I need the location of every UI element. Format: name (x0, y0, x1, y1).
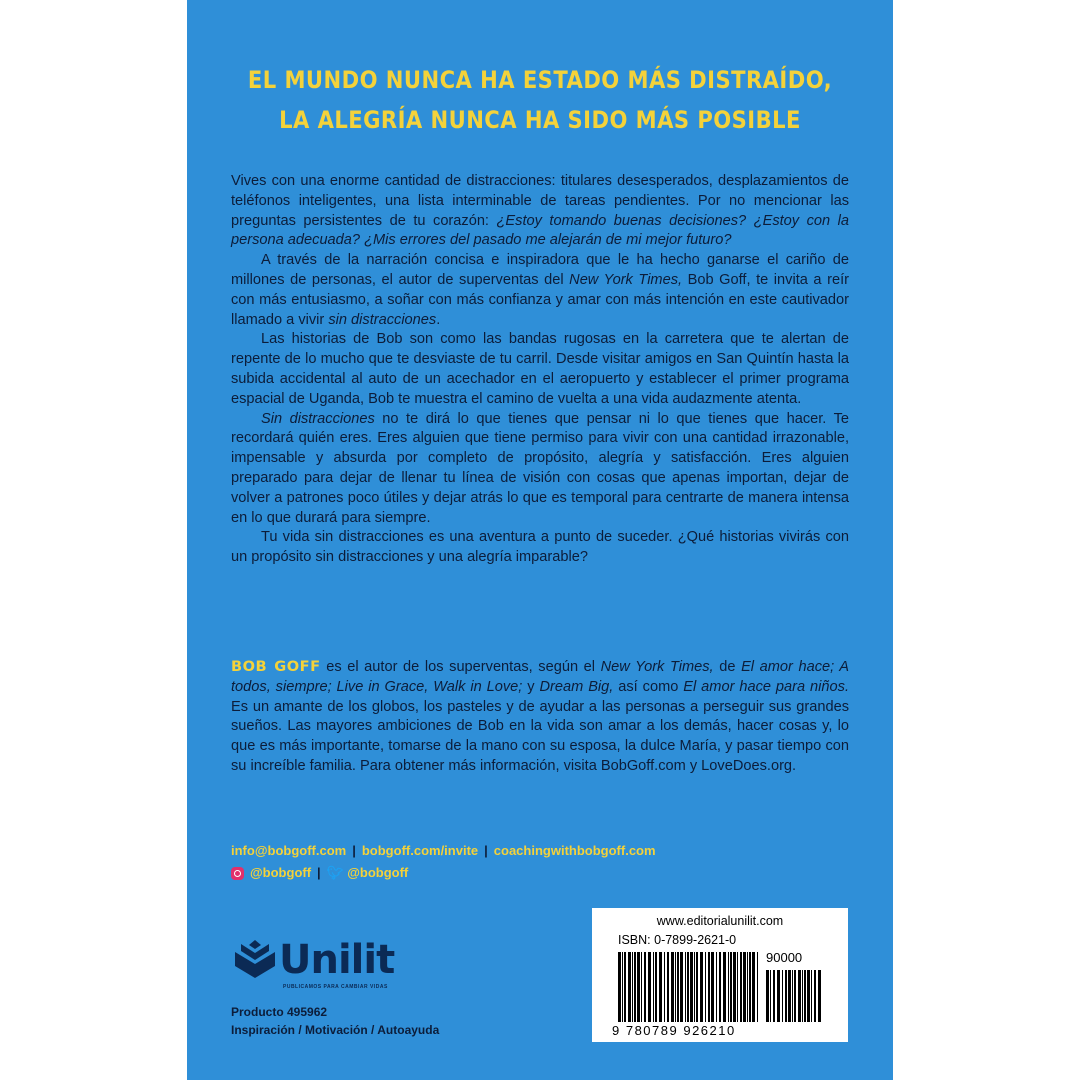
author-bio (231, 657, 849, 777)
twitter-handle[interactable]: @bobgoff (347, 865, 409, 880)
newspaper-title: New York Times, (569, 271, 683, 288)
book-title: sin distracciones (328, 311, 437, 328)
publisher-name: Unilit (279, 937, 395, 983)
barcode-bar (773, 970, 775, 1022)
barcode-bar (770, 970, 771, 1022)
barcode-bar (675, 952, 676, 1022)
synopsis-text: . (436, 311, 441, 328)
barcode-bar (740, 952, 742, 1022)
barcode-bar (785, 970, 787, 1022)
barcode-bar (667, 952, 669, 1022)
barcode-bar (628, 952, 631, 1022)
publisher-logo (231, 937, 395, 990)
barcode-bar (792, 970, 793, 1022)
separator: | (484, 843, 488, 858)
barcode-bar (818, 970, 821, 1022)
price-code: 90000 (766, 950, 803, 965)
isbn: ISBN: 0-7899-2621-0 (618, 933, 737, 947)
barcode-bar (730, 952, 732, 1022)
synopsis-paragraph-2 (231, 251, 849, 330)
barcode-bar (622, 952, 623, 1022)
book-titles: El amor hace; A todos, siempre; Live in Grace, Walk in Love; (231, 659, 849, 695)
synopsis-text: Bob Goff, te invita a reír con más entusiasmo, a soñar con más confianza y amar con más intención en este cautivador llamado a vivir (231, 271, 849, 328)
product-info (231, 1003, 439, 1039)
barcode-bar (716, 952, 717, 1022)
barcode-bar (618, 952, 621, 1022)
barcode-bar (749, 952, 751, 1022)
synopsis-text: Vives con una enorme cantidad de distracciones: titulares desesperados, desplazamientos de teléfonos inteligentes, una lista interminable de tareas pendientes. Por no mencionar las preguntas persistentes de tu corazón: (231, 173, 849, 229)
barcode-bar (655, 952, 657, 1022)
barcode-bar (807, 970, 810, 1022)
barcode-bar (648, 952, 651, 1022)
barcode-bar (711, 952, 714, 1022)
barcode-bar (664, 952, 665, 1022)
barcode-bar (653, 952, 654, 1022)
barcode-bar (811, 970, 812, 1022)
invite-link[interactable]: bobgoff.com/invite (361, 843, 479, 858)
barcode-bar (757, 952, 758, 1022)
barcode-digits: 9 780789 926210 (612, 1023, 736, 1038)
barcode-bar (752, 952, 755, 1022)
author-contacts (231, 840, 656, 884)
publisher-website: www.editorialunilit.com (656, 914, 784, 928)
barcode-bar (671, 952, 674, 1022)
barcode-bar (733, 952, 736, 1022)
barcode-bar (802, 970, 803, 1022)
contact-links-row (231, 840, 656, 862)
book-back-cover (187, 0, 893, 1080)
barcode-bar (624, 952, 626, 1022)
email-link[interactable]: info@bobgoff.com (231, 843, 347, 858)
twitter-icon: 🐦︎ (326, 865, 344, 880)
headline-line-1: EL MUNDO NUNCA HA ESTADO MÁS DISTRAÍDO, (247, 66, 833, 94)
instagram-icon (231, 867, 244, 880)
barcode-bar (788, 970, 791, 1022)
synopsis-paragraph-5: Tu vida sin distracciones es una aventura a punto de suceder. ¿Qué historias vivirás con un propósito sin distracciones y una alegría imparable? (231, 529, 849, 566)
barcode-bar (766, 970, 769, 1022)
barcode-bar (743, 952, 746, 1022)
barcode-bar (632, 952, 633, 1022)
barcode-bar (677, 952, 679, 1022)
synopsis-text: no te dirá lo que tienes que pensar ni lo que tienes que hacer. Te recordará quién eres. Eres alguien que tiene permiso para vivir con una cantidad irrazonable, impensable y absurda por completo de propósito, alegría y satisfacción. Eres alguien preparado para dejar de llenar tu línea de visión con cosas que apenas importan, dejar de volver a patrones poco útiles y dejar atrás lo que es temporal para centrarte de manera intensa en lo que durará para siempre. (231, 410, 849, 526)
newspaper-title: New York Times, (600, 659, 714, 675)
barcode-bar (690, 952, 693, 1022)
barcode-bar (634, 952, 636, 1022)
separator: | (352, 843, 356, 858)
barcode-bar (747, 952, 748, 1022)
author-name: BOB GOFF (231, 658, 321, 675)
barcode-bar (782, 970, 783, 1022)
bio-text: de (713, 659, 742, 675)
barcode-bar (728, 952, 729, 1022)
barcode-bar (814, 970, 816, 1022)
bio-text: así como (613, 678, 684, 695)
publisher-tagline: PUBLICAMOS PARA CAMBIAR VIDAS (283, 984, 388, 990)
bio-text: es el autor de los superventas, según el (320, 659, 601, 675)
barcode-bar (700, 952, 703, 1022)
book-title: El amor hace para niños. (683, 678, 849, 695)
barcode-bar (696, 952, 698, 1022)
isbn-barcode (618, 952, 760, 1022)
synopsis-paragraph-3: Las historias de Bob son como las bandas rugosas en la carretera que te alertan de repente de lo mucho que te desviaste de tu carril. Desde visitar amigos en San Quintín hasta la subida accidental al auto de un acechador en el aeropuerto y establecer el primer programa espacial de Uganda, Bob te muestra el camino de vuelta a una vida audazmente atenta. (231, 331, 849, 407)
separator: | (317, 865, 321, 880)
barcode-bar (641, 952, 642, 1022)
barcode-bar (637, 952, 640, 1022)
book-title: Sin distracciones (261, 410, 375, 427)
price-barcode (766, 970, 822, 1022)
barcode-bar (644, 952, 646, 1022)
barcode-bar (659, 952, 662, 1022)
product-category: Inspiración / Motivación / Autoayuda (231, 1023, 440, 1037)
unilit-book-logo-icon (231, 940, 279, 980)
social-row (231, 862, 656, 884)
synopsis-paragraph-1 (231, 172, 849, 251)
synopsis-text: A través de la narración concisa e inspiradora que le ha hecho ganarse el cariño de millones de personas, el autor de superventas del (231, 252, 849, 288)
barcode-bar (777, 970, 780, 1022)
synopsis (231, 172, 849, 568)
barcode-bar (804, 970, 806, 1022)
barcode-bar (794, 970, 796, 1022)
bio-text: y (522, 678, 540, 695)
barcode-bar (719, 952, 721, 1022)
synopsis-paragraph-4 (231, 410, 849, 529)
synopsis-questions: ¿Estoy tomando buenas decisiones? ¿Estoy con la persona adecuada? ¿Mis errores del pasado me alejarán de mi mejor futuro? (231, 212, 849, 249)
coaching-link[interactable]: coachingwithbobgoff.com (493, 843, 656, 858)
headline (229, 60, 850, 140)
book-title: Dream Big, (539, 678, 614, 695)
product-code: Producto 495962 (231, 1005, 328, 1019)
barcode-bar (737, 952, 738, 1022)
bio-text: Es un amante de los globos, los pasteles y de ayudar a las personas a perseguir sus grandes sueños. Las mayores ambiciones de Bob en la vida son amar a los demás, hacer cosas y, lo que es más importante, tomarse de la mano con su esposa, la dulce María, y pasar tiempo con su increíble familia. Para obtener más información, visita BobGoff.com y LoveDoes.org. (231, 698, 849, 774)
barcode-bar (798, 970, 801, 1022)
barcode-bar (705, 952, 706, 1022)
barcode-bar (723, 952, 726, 1022)
barcode-bar (687, 952, 689, 1022)
instagram-handle[interactable]: @bobgoff (250, 865, 312, 880)
barcode-bar (680, 952, 683, 1022)
barcode-bar (685, 952, 686, 1022)
barcode-bar (708, 952, 710, 1022)
barcode-bar (694, 952, 695, 1022)
barcode-panel (592, 908, 848, 1042)
headline-line-2: LA ALEGRÍA NUNCA HA SIDO MÁS POSIBLE (279, 106, 801, 134)
